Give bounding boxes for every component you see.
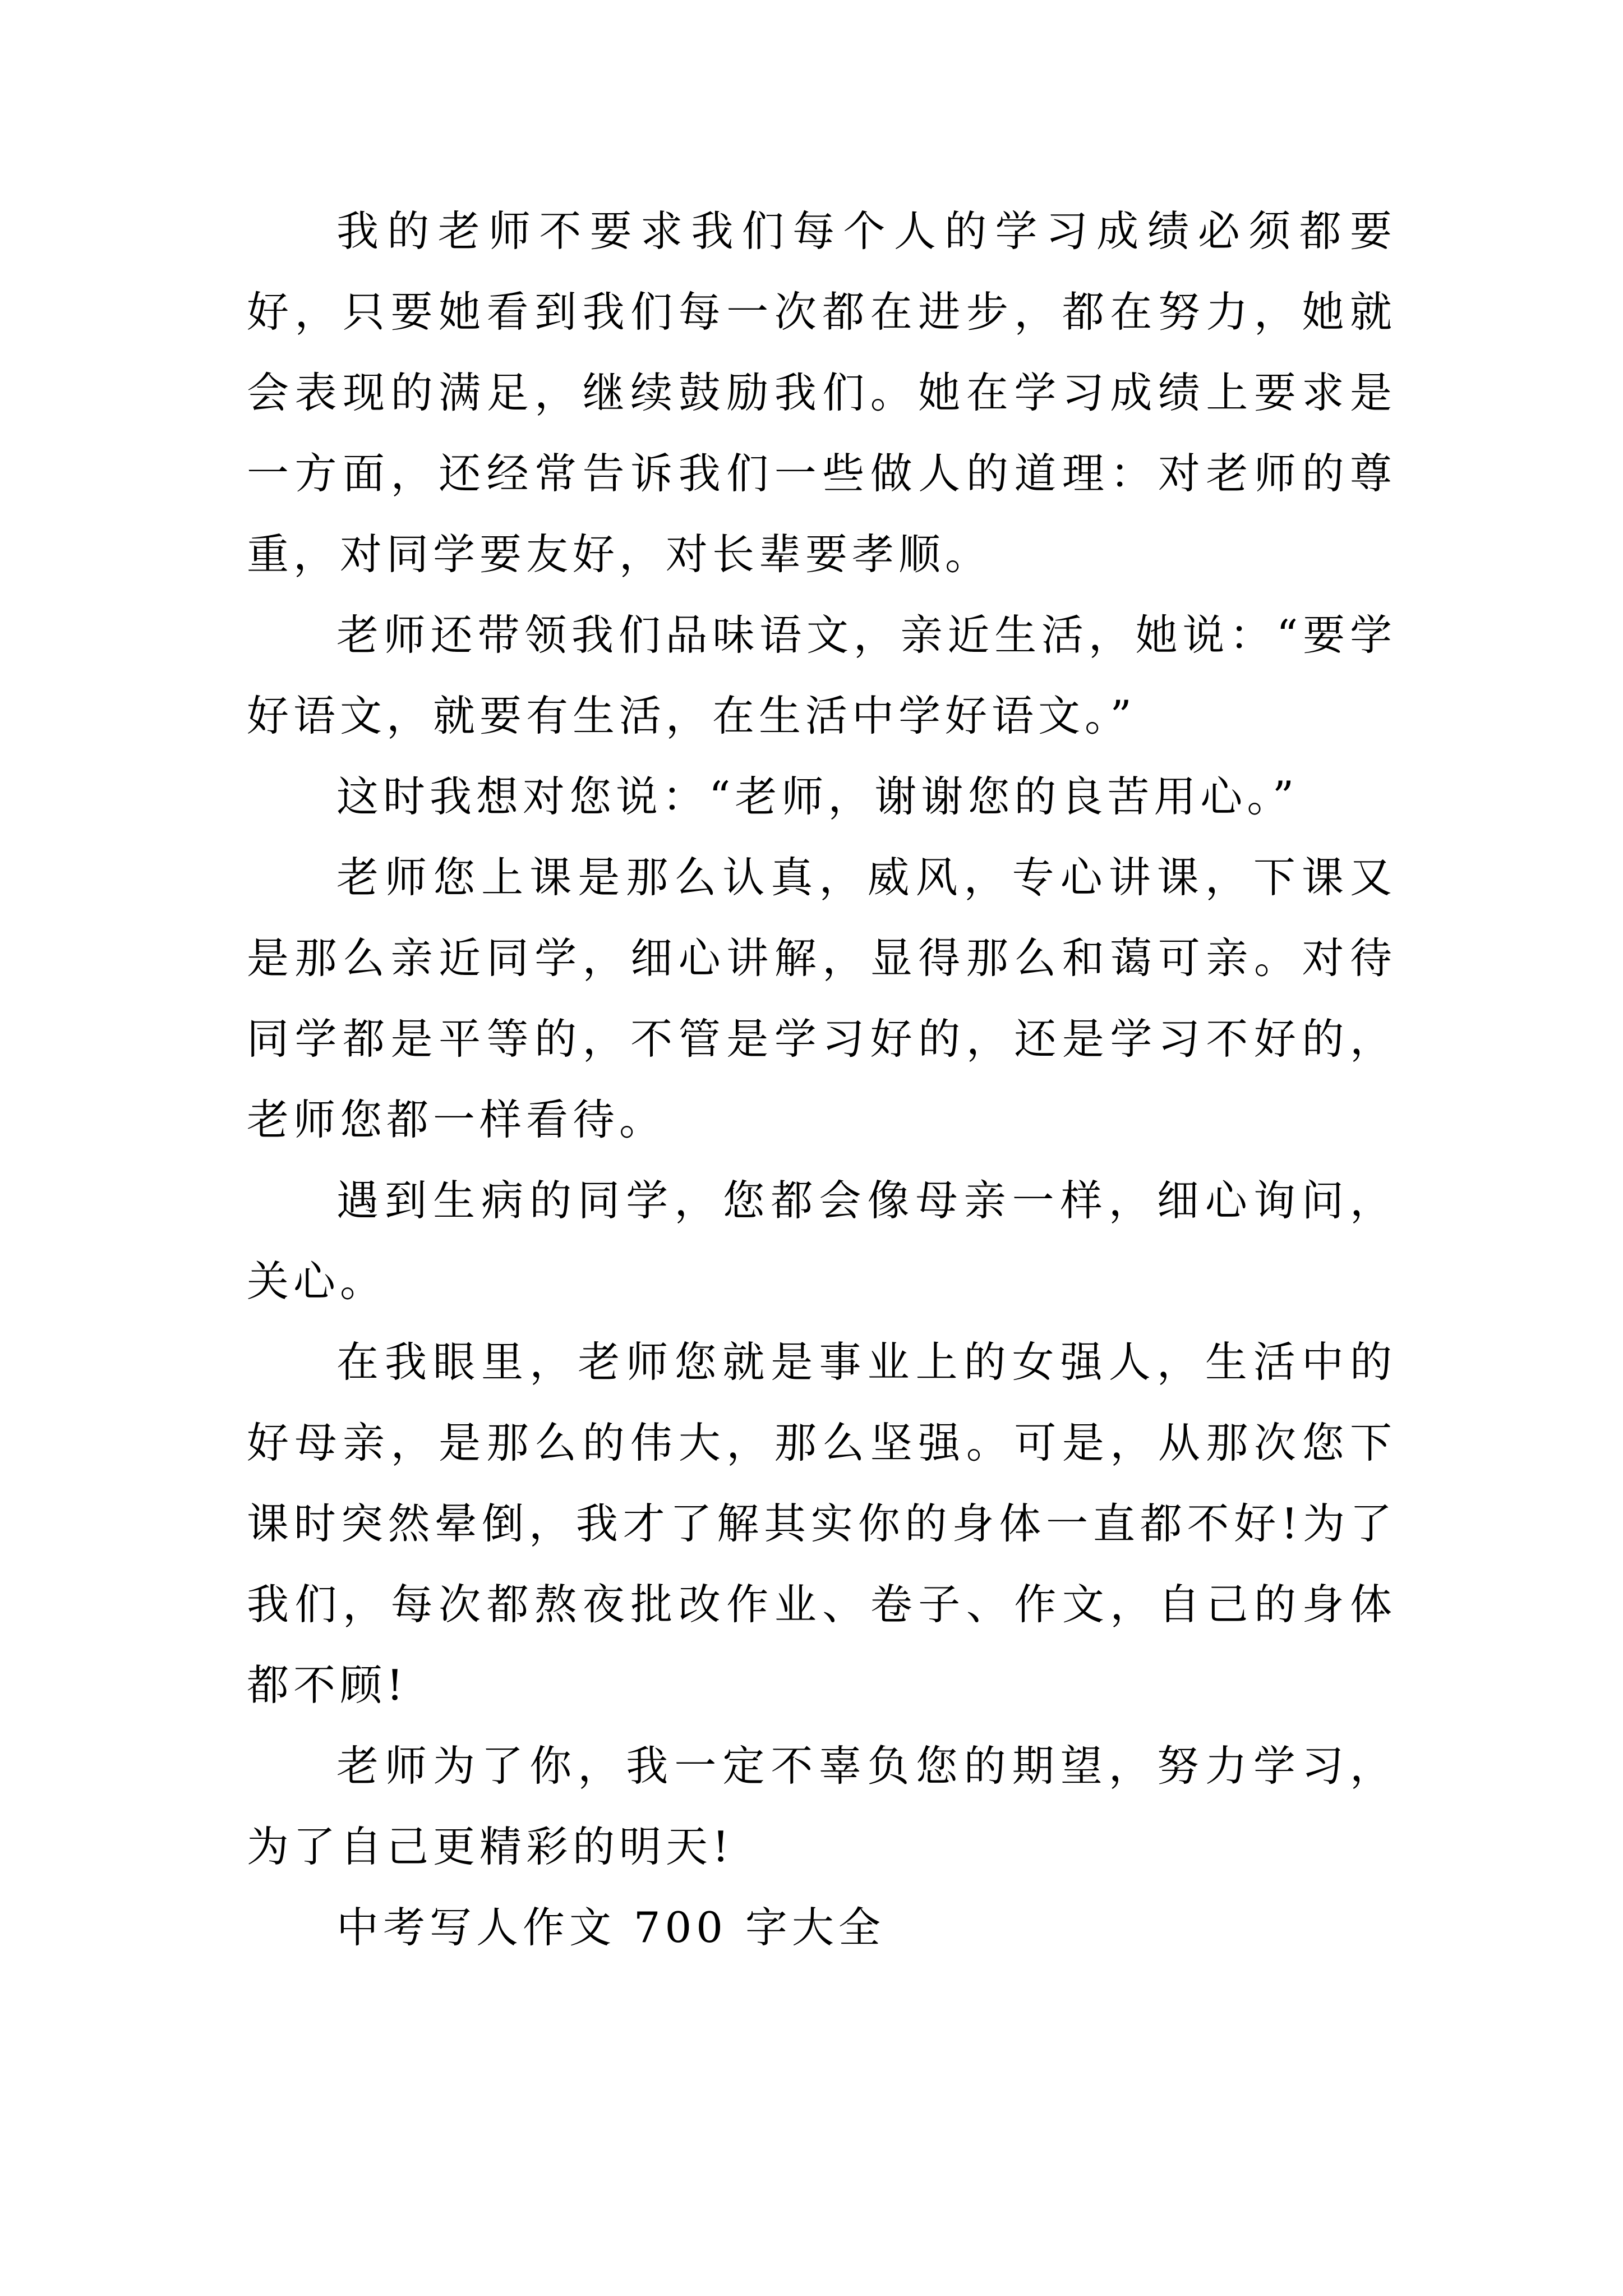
paragraph-6: 在我眼里，老师您就是事业上的女强人，生活中的好母亲，是那么的伟大，那么坚强。可是，从那次您下课时突然晕倒，我才了解其实你的身体一直都不好!为了我们，每次都熬夜批改作业、卷子、作文，自己的身体都不顾! [247, 1337, 1396, 1710]
paragraph-4: 老师您上课是那么认真，威风，专心讲课，下课又是那么亲近同学，细心讲解，显得那么和蔼可亲。对待同学都是平等的，不管是学习好的，还是学习不好的，老师您都一样看待。 [247, 853, 1396, 1144]
paragraph-7: 老师为了你，我一定不辜负您的期望，努力学习，为了自己更精彩的明天! [247, 1741, 1396, 1871]
footer-title: 中考写人作文 700 字大全 [336, 1903, 885, 1952]
paragraph-5: 遇到生病的同学，您都会像母亲一样，细心询问，关心。 [247, 1176, 1396, 1306]
paragraph-2: 老师还带领我们品味语文，亲近生活，她说：“要学好语文，就要有生活，在生活中学好语文。” [247, 610, 1396, 740]
paragraph-3: 这时我想对您说：“老师，谢谢您的良苦用心。” [336, 772, 1299, 821]
paragraph-1: 我的老师不要求我们每个人的学习成绩必须都要好，只要她看到我们每一次都在进步，都在努力，她就会表现的满足，继续鼓励我们。她在学习成绩上要求是一方面，还经常告诉我们一些做人的道理：对老师的尊重，对同学要友好，对长辈要孝顺。 [247, 206, 1396, 579]
document-body [247, 191, 1396, 1968]
